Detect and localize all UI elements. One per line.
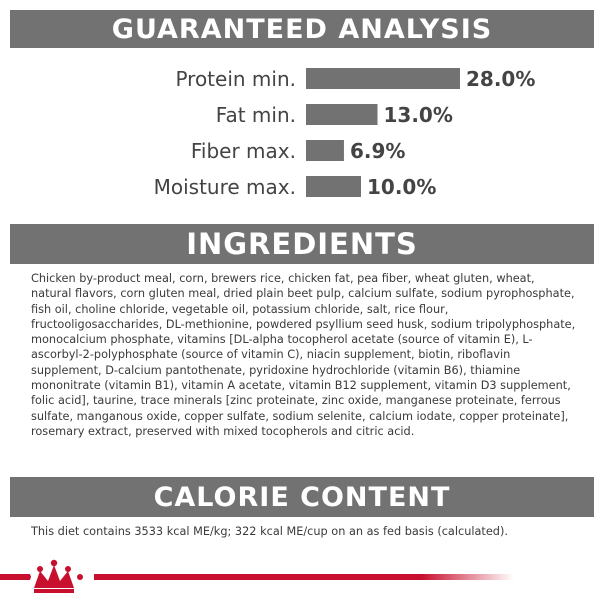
- crown-icon: [25, 560, 83, 593]
- guaranteed-analysis-chart: [0, 60, 600, 210]
- category-label-fat-min: Fat min.: [215, 103, 296, 127]
- value-label-fat-min: 13.0%: [383, 103, 453, 127]
- value-label-fiber-max: 6.9%: [349, 139, 406, 163]
- brand-footer: [0, 555, 600, 600]
- bar-moisture-max: [306, 176, 361, 197]
- bar-protein-min: [306, 68, 460, 89]
- calorie-statement: This diet contains 3533 kcal ME/kg; 322 kcal ME/cup on an as fed basis (calculated).: [31, 525, 508, 538]
- bar-fiber-max: [306, 140, 344, 161]
- value-label-protein-min: 28.0%: [466, 67, 536, 91]
- bar-fat-min: [306, 104, 378, 125]
- ingredients-list: Chicken by-product meal, corn, brewers rice, chicken fat, pea fiber, wheat gluten, wheat, natural flavors, corn gluten meal, dried plain beet pulp, calcium sulfate, sodium pyrophosphate, fish oil, choline chloride, vegetable oil, potassium chloride, salt, rice flour, fructooligosaccharides, DL-methionine, powdered psyllium seed husk, sodium tripolyphosphate, monocalcium phosphate, vitamins [DL-alpha tocopherol acetate (source of vitamin E), L-ascorbyl-2-polyphosphate (source of vitamin C), niacin supplement, biotin, riboflavin supplement, D-calcium pantothenate, pyridoxine hydrochloride (vitamin B6), thiamine mononitrate (vitamin B1), vitamin A acetate, vitamin B12 supplement, vitamin D3 supplement, folic acid], taurine, trace minerals [zinc proteinate, zinc oxide, manganese proteinate, ferrous sulfate, manganous oxide, copper sulfate, sodium selenite, calcium iodate, copper proteinate], rosemary extract, preserved with mixed tocopherols and citric acid.: [31, 272, 576, 438]
- category-label-fiber-max: Fiber max.: [190, 139, 296, 163]
- guaranteed-analysis-heading: GUARANTEED ANALYSIS: [10, 10, 594, 48]
- category-label-moisture-max: Moisture max.: [153, 175, 296, 199]
- footer-stripe-right: [94, 574, 514, 580]
- value-label-moisture-max: 10.0%: [367, 175, 437, 199]
- ingredients-heading: INGREDIENTS: [10, 224, 594, 264]
- calorie-content-heading: CALORIE CONTENT: [10, 477, 594, 517]
- category-label-protein-min: Protein min.: [175, 67, 296, 91]
